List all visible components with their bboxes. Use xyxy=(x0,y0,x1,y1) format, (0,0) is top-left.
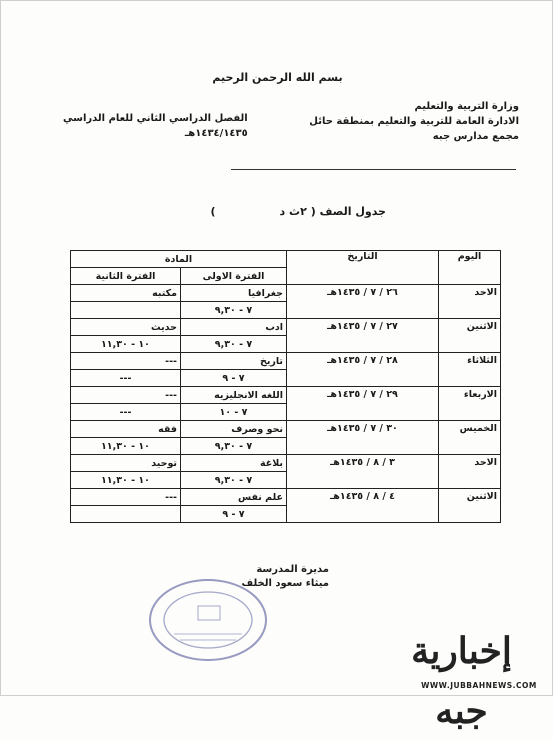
cell-period2-subject: --- xyxy=(71,489,181,506)
academic-year: ١٤٣٤/١٤٣٥هـ xyxy=(184,128,248,139)
header-date: التاريخ xyxy=(287,251,439,285)
cell-date: ٢٨ / ٧ / ١٤٣٥هـ xyxy=(287,353,439,387)
header-day: اليوم xyxy=(439,251,501,285)
cell-day: الاثنين xyxy=(439,319,501,353)
cell-date: ٣٠ / ٧ / ١٤٣٥هـ xyxy=(287,421,439,455)
cell-period2-time: ١٠ - ١١,٣٠ xyxy=(71,472,181,489)
cell-period1-time: ٧ - ٩ xyxy=(181,506,287,523)
school-complex-name: مجمع مدارس جبه xyxy=(432,131,519,142)
cell-date: ٢٦ / ٧ / ١٤٣٥هـ xyxy=(287,285,439,319)
cell-date: ٤ / ٨ / ١٤٣٥هـ xyxy=(287,489,439,523)
header-period2: الفترة الثانية xyxy=(71,268,181,285)
schedule-title xyxy=(206,205,386,218)
cell-day: الاربعاء xyxy=(439,387,501,421)
cell-period1-subject: اللغه الانجليزيه xyxy=(181,387,287,404)
cell-period1-subject: نحو وصرف xyxy=(181,421,287,438)
cell-period2-time xyxy=(71,302,181,319)
table-row xyxy=(71,285,501,302)
cell-period1-subject: بلاغة xyxy=(181,455,287,472)
cell-period1-subject: جغرافيا xyxy=(181,285,287,302)
header-period1: الفترة الاولى xyxy=(181,268,287,285)
schedule-title-prefix: جدول الصف xyxy=(319,205,386,218)
principal-name: ميثاء سعود الخلف xyxy=(241,578,329,589)
class-name: ٢ث د xyxy=(279,205,307,218)
principal-title: مديرة المدرسة xyxy=(256,564,329,575)
table-row xyxy=(71,387,501,404)
basmala: بسم الله الرحمن الرحيم xyxy=(212,71,343,84)
cell-period2-subject: مكتبه xyxy=(71,285,181,302)
header-right-block xyxy=(309,99,519,144)
cell-day: الاحد xyxy=(439,455,501,489)
table-header-row xyxy=(71,251,501,268)
cell-period1-time: ٧ - ٩,٣٠ xyxy=(181,438,287,455)
school-stamp-icon xyxy=(146,576,271,664)
cell-period2-subject: فقه xyxy=(71,421,181,438)
cell-period2-time xyxy=(71,506,181,523)
table-row xyxy=(71,353,501,370)
cell-date: ٣ / ٨ / ١٤٣٥هـ xyxy=(287,455,439,489)
directorate-name: الادارة العامة للتربية والتعليم بمنطقة حائل xyxy=(309,116,519,127)
cell-period1-time: ٧ - ٩,٣٠ xyxy=(181,472,287,489)
close-paren: ) xyxy=(210,205,216,218)
cell-period2-time: ١٠ - ١١,٣٠ xyxy=(71,336,181,353)
cell-period2-time: --- xyxy=(71,370,181,387)
table-row xyxy=(71,319,501,336)
cell-day: الثلاثاء xyxy=(439,353,501,387)
cell-period2-time: --- xyxy=(71,404,181,421)
cell-period2-subject: --- xyxy=(71,387,181,404)
cell-period2-time: ١٠ - ١١,٣٠ xyxy=(71,438,181,455)
semester-label: الفصل الدراسي الثاني للعام الدراسي xyxy=(63,113,248,124)
cell-period2-subject: حديث xyxy=(71,319,181,336)
ministry-name: وزارة التربية والتعليم xyxy=(414,101,519,112)
cell-period1-subject: تاريخ xyxy=(181,353,287,370)
header-subject: المادة xyxy=(71,251,287,268)
news-logo: إخبارية جبه xyxy=(411,630,512,732)
cell-date: ٢٩ / ٧ / ١٤٣٥هـ xyxy=(287,387,439,421)
open-paren: ( xyxy=(310,205,316,218)
cell-period2-subject: توحيد xyxy=(71,455,181,472)
cell-period1-time: ٧ - ٩,٣٠ xyxy=(181,336,287,353)
table-row xyxy=(71,455,501,472)
cell-period1-time: ٧ - ٩,٣٠ xyxy=(181,302,287,319)
cell-period2-subject: --- xyxy=(71,353,181,370)
news-site-url: WWW.JUBBAHNEWS.COM xyxy=(421,681,537,690)
exam-schedule-table xyxy=(70,250,501,523)
cell-period1-time: ٧ - ٩ xyxy=(181,370,287,387)
cell-day: الخميس xyxy=(439,421,501,455)
cell-day: الاحد xyxy=(439,285,501,319)
header-left-block xyxy=(63,111,248,141)
header-divider xyxy=(231,169,516,170)
cell-day: الاثنين xyxy=(439,489,501,523)
cell-date: ٢٧ / ٧ / ١٤٣٥هـ xyxy=(287,319,439,353)
table-row xyxy=(71,421,501,438)
cell-period1-subject: علم نفس xyxy=(181,489,287,506)
table-row xyxy=(71,489,501,506)
cell-period1-subject: ادب xyxy=(181,319,287,336)
cell-period1-time: ٧ - ١٠ xyxy=(181,404,287,421)
